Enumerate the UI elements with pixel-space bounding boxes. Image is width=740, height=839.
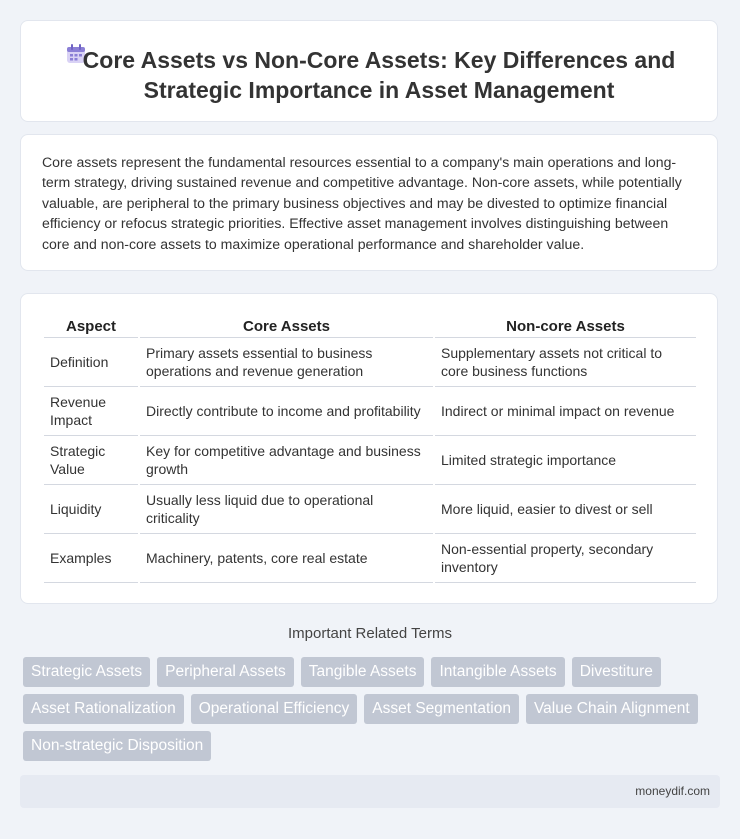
table-row bbox=[44, 338, 696, 387]
table-row bbox=[44, 534, 696, 583]
row-core: Machinery, patents, core real estate bbox=[140, 534, 433, 583]
summary-text: Core assets represent the fundamental resources essential to a company's main operations and long-term strategy, driving sustained revenue and competitive advantage. Non-core assets, while potentially valuable, are peripheral to the primary business objectives and may be divested to optimize financial efficiency or refocus strategic priorities. Effective asset management involves distinguishing between core and non-core assets to maximize operational performance and shareholder value. bbox=[42, 154, 682, 252]
row-non-core: Limited strategic importance bbox=[435, 436, 696, 485]
row-aspect: Revenue Impact bbox=[44, 387, 138, 436]
title-card bbox=[20, 20, 718, 122]
related-terms-list bbox=[23, 657, 723, 761]
row-non-core: More liquid, easier to divest or sell bbox=[435, 485, 696, 534]
related-term-tag[interactable]: Value Chain Alignment bbox=[526, 694, 698, 724]
comparison-table bbox=[42, 316, 698, 583]
table-header-row bbox=[44, 316, 696, 338]
row-aspect: Examples bbox=[44, 534, 138, 583]
related-term-tag[interactable]: Non-strategic Disposition bbox=[23, 731, 211, 761]
row-core: Key for competitive advantage and business growth bbox=[140, 436, 433, 485]
row-aspect: Liquidity bbox=[44, 485, 138, 534]
footer-site-link[interactable]: moneydif.com bbox=[635, 784, 710, 798]
related-term-tag[interactable]: Asset Segmentation bbox=[364, 694, 519, 724]
row-core: Directly contribute to income and profitability bbox=[140, 387, 433, 436]
table-row bbox=[44, 485, 696, 534]
row-aspect: Strategic Value bbox=[44, 436, 138, 485]
related-term-tag[interactable]: Intangible Assets bbox=[431, 657, 564, 687]
row-non-core: Non-essential property, secondary inventory bbox=[435, 534, 696, 583]
table-row bbox=[44, 387, 696, 436]
footer bbox=[20, 775, 720, 808]
header-core-assets: Core Assets bbox=[140, 316, 433, 338]
related-term-tag[interactable]: Asset Rationalization bbox=[23, 694, 184, 724]
row-core: Usually less liquid due to operational criticality bbox=[140, 485, 433, 534]
row-non-core: Indirect or minimal impact on revenue bbox=[435, 387, 696, 436]
header-non-core-assets: Non-core Assets bbox=[435, 316, 696, 338]
comparison-card bbox=[20, 293, 718, 604]
related-term-tag[interactable]: Tangible Assets bbox=[301, 657, 425, 687]
row-aspect: Definition bbox=[44, 338, 138, 387]
header-aspect: Aspect bbox=[44, 316, 138, 338]
table-row bbox=[44, 436, 696, 485]
related-term-tag[interactable]: Strategic Assets bbox=[23, 657, 150, 687]
row-non-core: Supplementary assets not critical to core business functions bbox=[435, 338, 696, 387]
summary-card bbox=[20, 134, 718, 271]
related-term-tag[interactable]: Operational Efficiency bbox=[191, 694, 358, 724]
page-title: Core Assets vs Non-Core Assets: Key Differences and Strategic Importance in Asset Management bbox=[82, 47, 676, 103]
related-term-tag[interactable]: Peripheral Assets bbox=[157, 657, 294, 687]
related-terms-heading: Important Related Terms bbox=[288, 625, 452, 642]
row-core: Primary assets essential to business operations and revenue generation bbox=[140, 338, 433, 387]
related-term-tag[interactable]: Divestiture bbox=[572, 657, 661, 687]
